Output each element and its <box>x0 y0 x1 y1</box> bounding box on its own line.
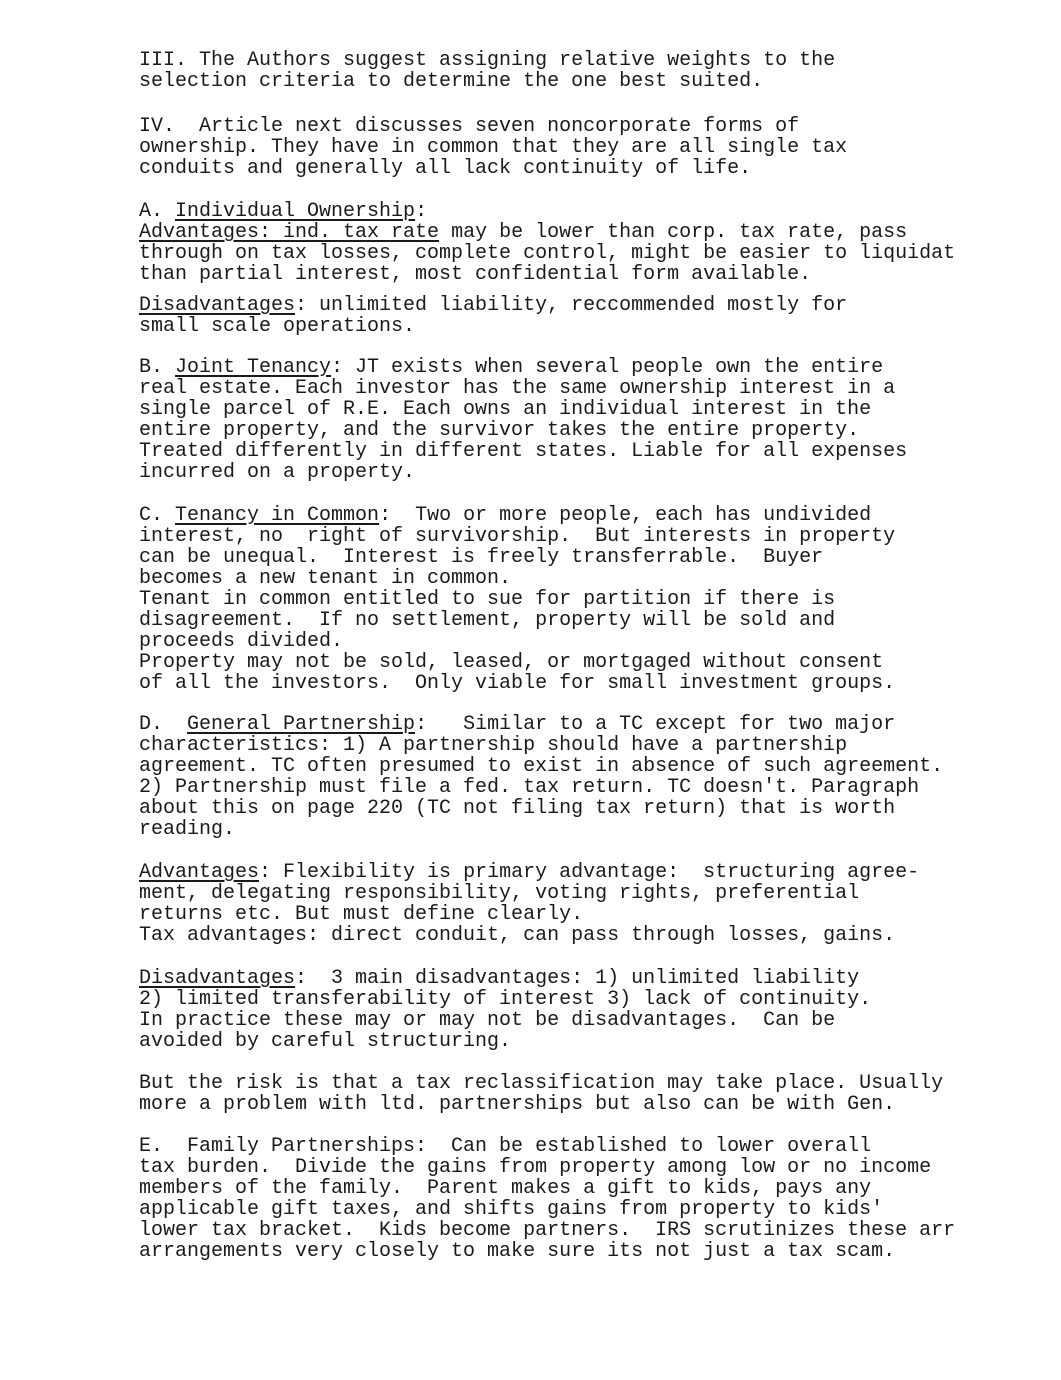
text-line: Treated differently in different states. Liable for all expenses <box>139 440 908 463</box>
section-e-family-partnerships <box>139 1136 955 1262</box>
text-line: agreement. TC often presumed to exist in absence of such agreement. <box>139 755 944 778</box>
text-line: lower tax bracket. Kids become partners. IRS scrutinizes these arr <box>139 1219 956 1242</box>
text-line: small scale operations. <box>139 315 416 338</box>
text-line: Tax advantages: direct conduit, can pass through losses, gains. <box>139 924 896 947</box>
text-line: B. Joint Tenancy: JT exists when several people own the entire <box>139 356 884 379</box>
text-line: tax burden. Divide the gains from property among low or no income <box>139 1156 932 1179</box>
text-line: But the risk is that a tax reclassification may take place. Usually <box>139 1072 944 1095</box>
underlined-term: Individual Ownership <box>175 200 416 223</box>
underlined-term: Disadvantages <box>139 294 296 317</box>
text-line: Property may not be sold, leased, or mortgaged without consent <box>139 651 884 674</box>
text-line: 2) Partnership must file a fed. tax return. TC doesn't. Paragraph <box>139 776 920 799</box>
section-d-general-partnership <box>139 714 943 840</box>
text-line: 2) limited transferability of interest 3) lack of continuity. <box>139 988 872 1011</box>
text-line: proceeds divided. <box>139 630 344 653</box>
text-line: E. Family Partnerships: Can be established to lower overall <box>139 1135 872 1158</box>
underlined-term: General Partnership <box>187 713 416 736</box>
text-line: In practice these may or may not be disadvantages. Can be <box>139 1009 836 1032</box>
text-line: can be unequal. Interest is freely transferrable. Buyer <box>139 546 824 569</box>
text-line: conduits and generally all lack continuity of life. <box>139 157 752 180</box>
text-line: real estate. Each investor has the same ownership interest in a <box>139 377 896 400</box>
text-line: returns etc. But must define clearly. <box>139 903 584 926</box>
text-line: Tenant in common entitled to sue for partition if there is <box>139 588 836 611</box>
text-line: characteristics: 1) A partnership should have a partnership <box>139 734 848 757</box>
text-line: about this on page 220 (TC not filing tax return) that is worth <box>139 797 896 820</box>
text-line: avoided by careful structuring. <box>139 1030 512 1053</box>
section-c-tenancy-in-common <box>139 505 895 694</box>
text-line: IV. Article next discusses seven noncorporate forms of <box>139 115 800 138</box>
text-line: Advantages: ind. tax rate may be lower than corp. tax rate, pass <box>139 221 908 244</box>
underlined-term: Advantages: ind. tax rate <box>139 221 440 244</box>
text-line: ownership. They have in common that they are all single tax <box>139 136 848 159</box>
underlined-term: Tenancy in Common <box>175 504 380 527</box>
text-line: than partial interest, most confidential form available. <box>139 263 812 286</box>
underlined-term: Joint Tenancy <box>175 356 332 379</box>
section-d-advantages <box>139 862 919 946</box>
text-line: Advantages: Flexibility is primary advantage: structuring agree- <box>139 861 920 884</box>
text-line: entire property, and the survivor takes the entire property. <box>139 419 860 442</box>
text-line: through on tax losses, complete control, might be easier to liquidat <box>139 242 956 265</box>
text-line: selection criteria to determine the one best suited. <box>139 70 764 93</box>
section-b-joint-tenancy <box>139 357 907 483</box>
text-line: C. Tenancy in Common: Two or more people, each has undivided <box>139 504 872 527</box>
section-a-heading <box>139 201 427 222</box>
text-line: ment, delegating responsibility, voting rights, preferential <box>139 882 860 905</box>
section-d-risk <box>139 1073 943 1115</box>
text-line: members of the family. Parent makes a gift to kids, pays any <box>139 1177 872 1200</box>
section-iv <box>139 116 847 179</box>
text-line: arrangements very closely to make sure its not just a tax scam. <box>139 1240 896 1263</box>
underlined-term: Disadvantages <box>139 967 296 990</box>
text-line: reading. <box>139 818 236 841</box>
text-line: single parcel of R.E. Each owns an individual interest in the <box>139 398 872 421</box>
text-line: A. Individual Ownership: <box>139 200 428 223</box>
text-line: more a problem with ltd. partnerships but also can be with Gen. <box>139 1093 896 1116</box>
text-line: disagreement. If no settlement, property will be sold and <box>139 609 836 632</box>
text-line: III. The Authors suggest assigning relative weights to the <box>139 49 836 72</box>
section-a-disadvantages <box>139 295 847 337</box>
text-line: incurred on a property. <box>139 461 416 484</box>
text-line: becomes a new tenant in common. <box>139 567 512 590</box>
text-line: Disadvantages: 3 main disadvantages: 1) unlimited liability <box>139 967 860 990</box>
text-line: of all the investors. Only viable for small investment groups. <box>139 672 896 695</box>
section-a-advantages <box>139 222 955 285</box>
section-d-disadvantages <box>139 968 871 1052</box>
text-line: interest, no right of survivorship. But interests in property <box>139 525 896 548</box>
text-line: D. General Partnership: Similar to a TC except for two major <box>139 713 896 736</box>
section-iii <box>139 50 835 92</box>
text-line: applicable gift taxes, and shifts gains from property to kids' <box>139 1198 884 1221</box>
text-line: Disadvantages: unlimited liability, reccommended mostly for <box>139 294 848 317</box>
underlined-term: Advantages <box>139 861 260 884</box>
